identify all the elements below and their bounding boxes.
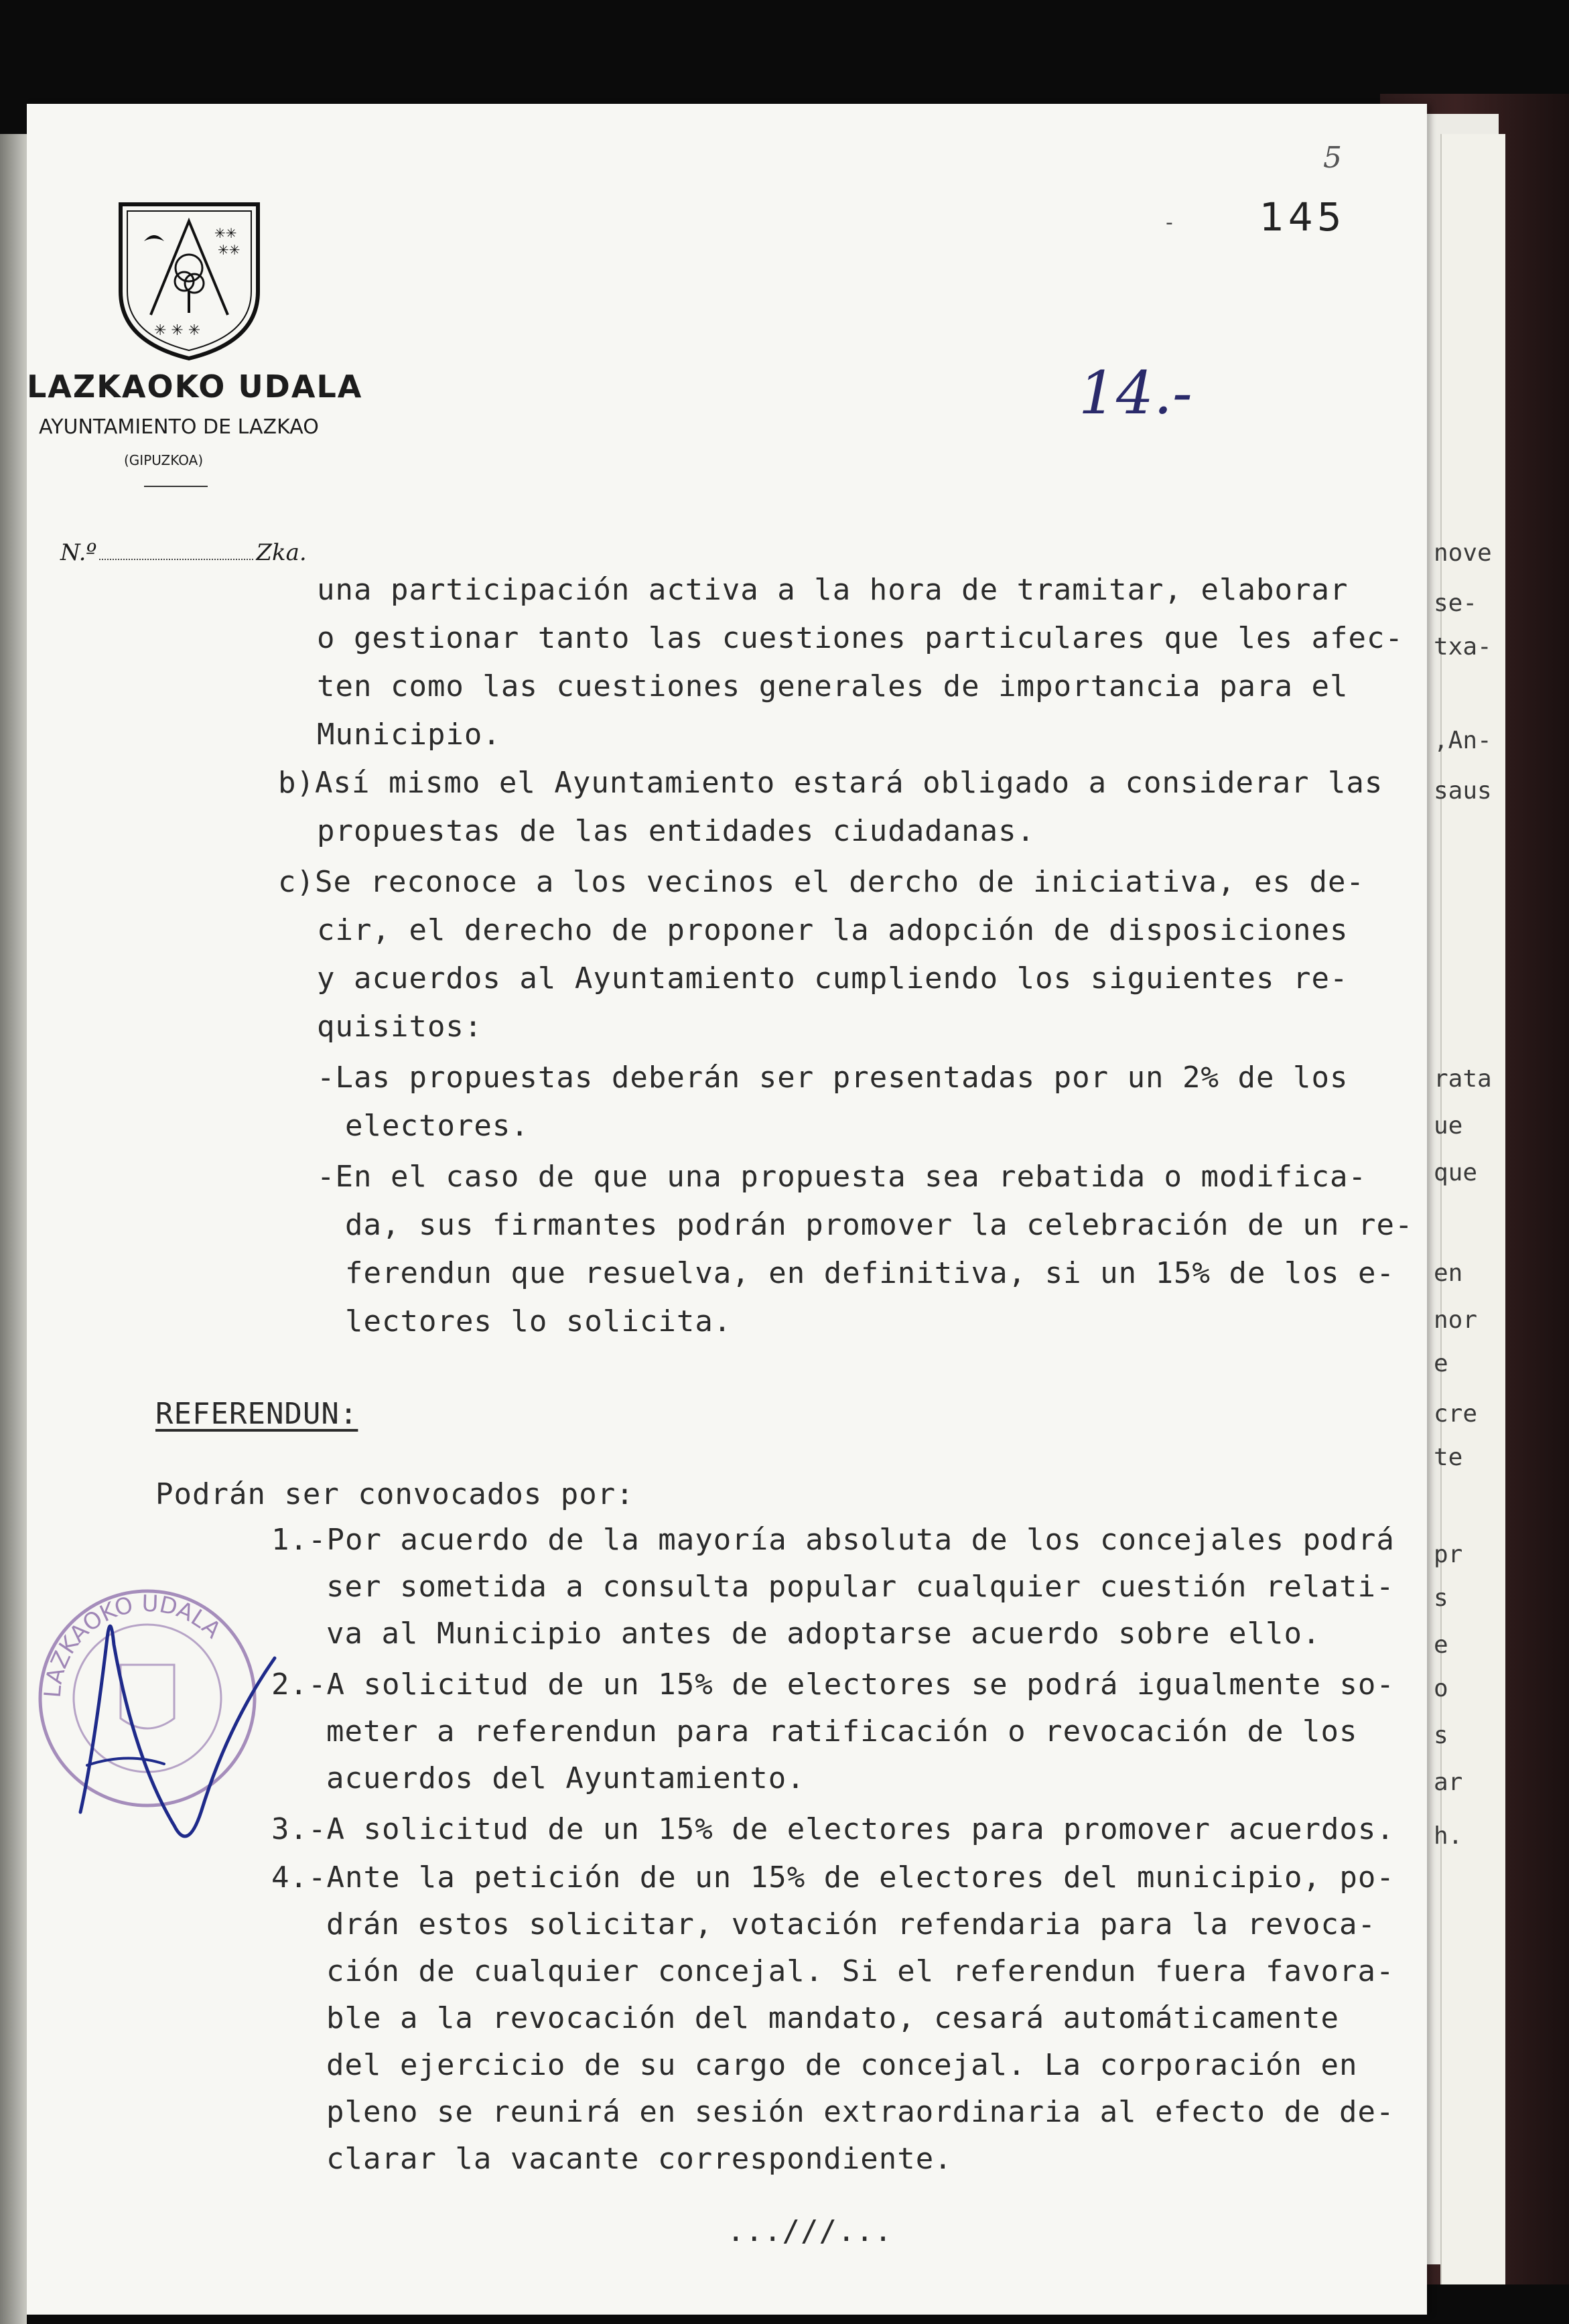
edge-fragment: nove: [1434, 539, 1492, 567]
referendum-item-line: acuerdos del Ayuntamiento.: [326, 1761, 805, 1795]
edge-fragment: s: [1434, 1722, 1448, 1749]
header-dash: -: [1166, 211, 1173, 234]
intro-line: Municipio.: [317, 717, 501, 752]
section-heading: REFERENDUN:: [155, 1397, 358, 1431]
referendum-item-line: va al Municipio antes de adoptarse acuerdo sobre ello.: [326, 1617, 1321, 1651]
referendum-item-line: ción de cualquier concejal. Si el referendun fuera favora-: [326, 1954, 1395, 1988]
coat-of-arms-icon: [107, 198, 275, 365]
left-page-edge: [0, 134, 27, 2324]
province-label: (GIPUZKOA): [124, 452, 204, 468]
requirement-line: -Las propuestas deberán ser presentadas por un 2% de los: [317, 1061, 1349, 1095]
referendum-item-line: clarar la vacante correspondiente.: [326, 2142, 953, 2176]
referendum-item-line: 1.-Por acuerdo de la mayoría absoluta de los concejales podrá: [271, 1523, 1395, 1557]
svg-text:✳ ✳ ✳: ✳ ✳ ✳: [154, 322, 201, 339]
requirement-line: da, sus firmantes podrán promover la celebración de un re-: [345, 1208, 1414, 1242]
number-dotted-line: [99, 559, 253, 560]
continuation-mark: ...///...: [727, 2214, 893, 2248]
item-c-line: cir, el derecho de proponer la adopción de disposiciones: [317, 913, 1349, 947]
item-b-line: propuestas de las entidades ciudadanas.: [317, 814, 1036, 848]
referendum-item-line: pleno se reunirá en sesión extraordinaria al efecto de de-: [326, 2095, 1395, 2129]
edge-fragment: o: [1434, 1675, 1448, 1702]
item-b-line: b)Así mismo el Ayuntamiento estará obligado a considerar las: [278, 766, 1383, 800]
pencil-mark: 5: [1323, 141, 1342, 175]
item-c-line: c)Se reconoce a los vecinos el dercho de iniciativa, es de-: [278, 865, 1365, 899]
number-label: [60, 539, 307, 566]
edge-fragment: nor: [1434, 1306, 1478, 1334]
svg-text:✳✳: ✳✳: [214, 225, 237, 241]
referendum-item-line: 2.-A solicitud de un 15% de electores se podrá igualmente so-: [271, 1667, 1395, 1702]
intro-line: o gestionar tanto las cuestiones particulares que les afec-: [317, 621, 1404, 655]
number-label-text: N.º: [60, 539, 97, 566]
edge-fragment: h.: [1434, 1822, 1463, 1850]
document-page: [27, 104, 1427, 2315]
requirement-line: electores.: [345, 1109, 529, 1143]
item-c-line: quisitos:: [317, 1010, 483, 1044]
handwritten-reference: 14.-: [1079, 358, 1192, 427]
referendum-item-line: del ejercicio de su cargo de concejal. La corporación en: [326, 2048, 1358, 2082]
referendum-item-line: ble a la revocación del mandato, cesará automáticamente: [326, 2001, 1339, 2035]
edge-fragment: saus: [1434, 777, 1492, 805]
requirement-line: ferendun que resuelva, en definitiva, si un 15% de los e-: [345, 1256, 1395, 1290]
edge-fragment: txa-: [1434, 633, 1492, 661]
edge-fragment: ar: [1434, 1769, 1463, 1796]
back-page-2: [1440, 134, 1505, 2284]
edge-fragment: pr: [1434, 1541, 1463, 1568]
section-intro: Podrán ser convocados por:: [155, 1477, 634, 1511]
zka-label: Zka.: [256, 539, 307, 566]
referendum-item-line: drán estos solicitar, votación refendaria para la revoca-: [326, 1907, 1376, 1941]
edge-fragment: e: [1434, 1350, 1448, 1377]
requirement-line: lectores lo solicita.: [345, 1304, 732, 1339]
referendum-item-line: 4.-Ante la petición de un 15% de electores del municipio, po-: [271, 1860, 1395, 1895]
edge-fragment: rata: [1434, 1065, 1492, 1093]
divider: [144, 486, 208, 487]
referendum-item-line: meter a referendun para ratificación o revocación de los: [326, 1714, 1358, 1749]
svg-text:✳✳: ✳✳: [218, 242, 241, 258]
signature-icon: [47, 1584, 288, 1866]
stamp-text: LAZKAOKO UDALA: [39, 1590, 226, 1699]
org-name-spanish: AYUNTAMIENTO DE LAZKAO: [39, 415, 319, 439]
page-number: 145: [1259, 194, 1346, 240]
intro-line: ten como las cuestiones generales de importancia para el: [317, 669, 1349, 703]
referendum-item-line: 3.-A solicitud de un 15% de electores para promover acuerdos.: [271, 1812, 1395, 1846]
edge-fragment: te: [1434, 1444, 1463, 1471]
edge-fragment: se-: [1434, 590, 1478, 617]
edge-fragment: s: [1434, 1584, 1448, 1612]
edge-fragment: e: [1434, 1631, 1448, 1659]
edge-fragment: cre: [1434, 1400, 1478, 1428]
item-c-line: y acuerdos al Ayuntamiento cumpliendo los siguientes re-: [317, 961, 1349, 996]
edge-fragment: ,An-: [1434, 727, 1492, 754]
org-name-basque: LAZKAOKO UDALA: [27, 368, 363, 405]
edge-fragment: ue: [1434, 1112, 1463, 1140]
requirement-line: -En el caso de que una propuesta sea rebatida o modifica-: [317, 1160, 1367, 1194]
referendum-item-line: ser sometida a consulta popular cualquier cuestión relati-: [326, 1570, 1395, 1604]
edge-fragment: que: [1434, 1159, 1478, 1186]
intro-line: una participación activa a la hora de tramitar, elaborar: [317, 573, 1349, 607]
edge-fragment: en: [1434, 1259, 1463, 1287]
